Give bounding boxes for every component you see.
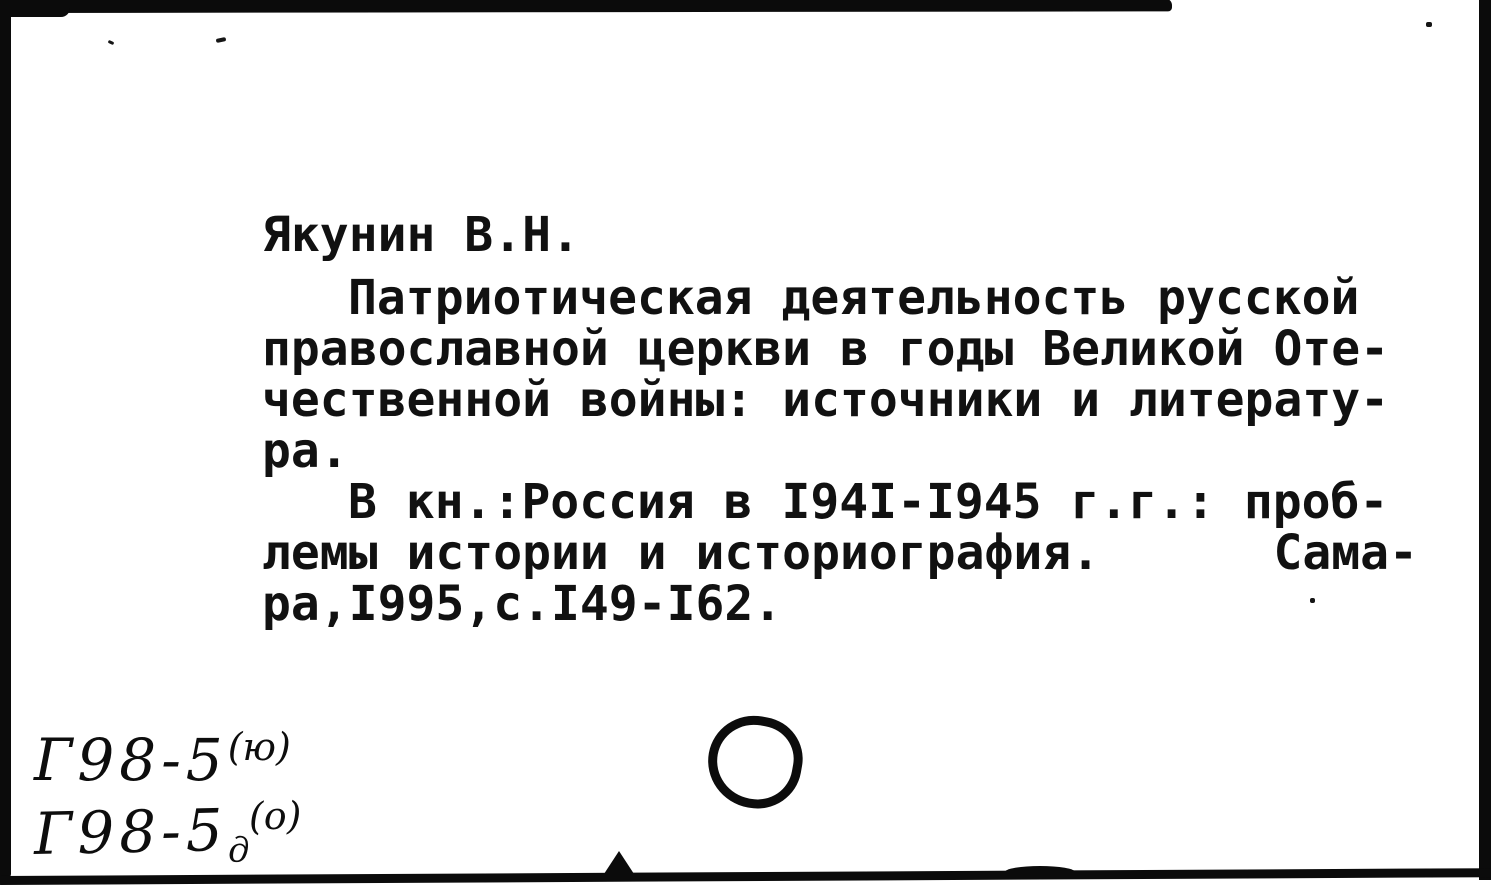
source-line: лемы истории и историография. Сама- bbox=[262, 525, 1418, 581]
ink-speck bbox=[1426, 22, 1432, 27]
author-line: Якунин В.Н. bbox=[262, 207, 580, 263]
scan-edge-bottom-bump bbox=[1005, 866, 1075, 878]
call-number-superscript: (о) bbox=[248, 793, 302, 839]
call-number bbox=[33, 794, 302, 874]
source-line: В кн.:Россия в I94I-I945 г.г.: проб- bbox=[348, 474, 1389, 530]
call-number-subscript: д bbox=[227, 830, 251, 871]
call-number-base: Г98-5 bbox=[34, 726, 228, 794]
title-line: православной церкви в годы Великой Оте- bbox=[262, 321, 1390, 377]
call-numbers bbox=[34, 726, 302, 874]
call-number-base: Г98-5 bbox=[33, 795, 229, 868]
title-line: чественной войны: источники и литерату- bbox=[262, 372, 1390, 428]
title-line: ра. bbox=[262, 423, 349, 479]
ink-speck bbox=[108, 40, 115, 45]
call-number bbox=[34, 726, 302, 800]
ink-speck bbox=[216, 37, 227, 43]
scan-edge-top bbox=[0, 0, 1172, 13]
bibliographic-entry bbox=[262, 207, 1418, 632]
hole-punch-ring-icon bbox=[701, 709, 810, 816]
scan-edge-left bbox=[0, 0, 11, 878]
title-line: Патриотическая деятельность русской bbox=[348, 270, 1360, 326]
call-number-superscript: (ю) bbox=[227, 725, 291, 769]
scan-edge-bottom-notch bbox=[602, 851, 636, 877]
source-line: ра,I995,с.I49-I62. bbox=[262, 576, 783, 632]
scan-edge-right bbox=[1479, 0, 1491, 880]
